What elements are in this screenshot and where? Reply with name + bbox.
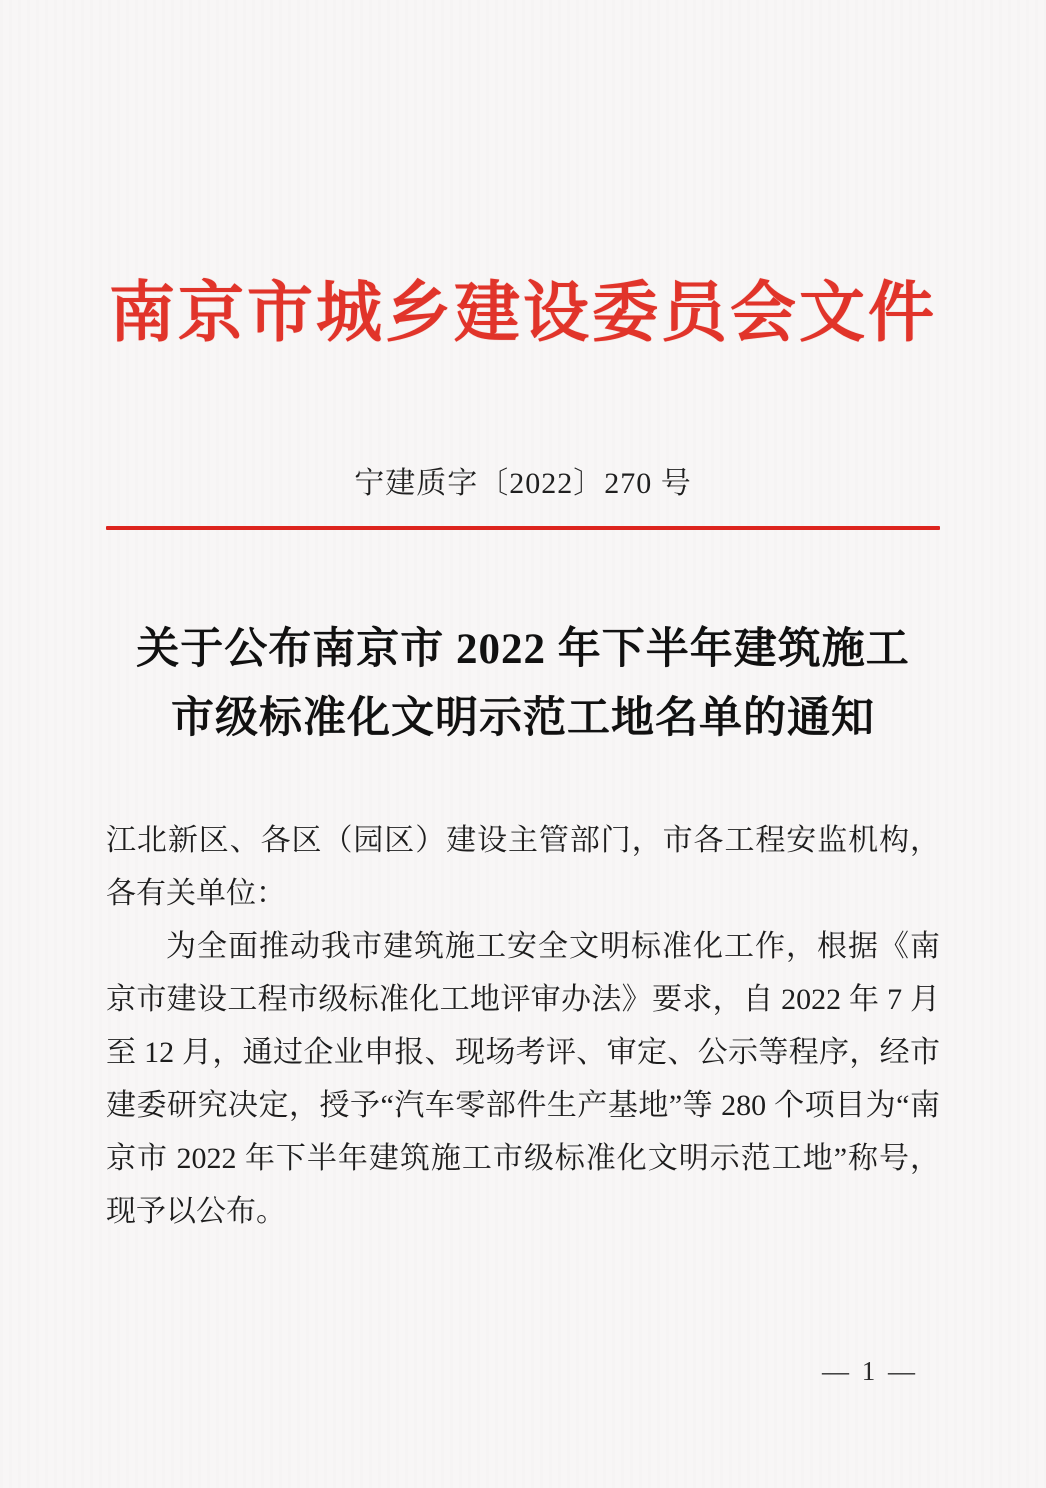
document-title [106,615,940,753]
page-number: — 1 — [822,1356,918,1386]
org-masthead-title: 南京市城乡建设委员会文件 [109,277,937,350]
document-body [106,814,940,1238]
document-number: 宁建质字〔2022〕270 号 [354,467,692,500]
main-paragraph: 为全面推动我市建筑施工安全文明标准化工作，根据《南京市建设工程市级标准化工地评审办法》要求，自 2022 年 7 月至 12 月，通过企业申报、现场考评、审定、公示等程序，经市建委研究决定，授予“汽车零部件生产基地”等 280 个项目为“南京市 2022 年下半年建筑施工市级标准化文明示范工地”称号，现予以公布。 [106,930,940,1228]
red-separator-line [106,526,940,530]
document-title-line1: 关于公布南京市 2022 年下半年建筑施工 [136,626,910,673]
document-title-line2: 市级标准化文明示范工地名单的通知 [171,695,875,742]
salutation-paragraph: 江北新区、各区（园区）建设主管部门，市各工程安监机构，各有关单位： [106,824,940,910]
